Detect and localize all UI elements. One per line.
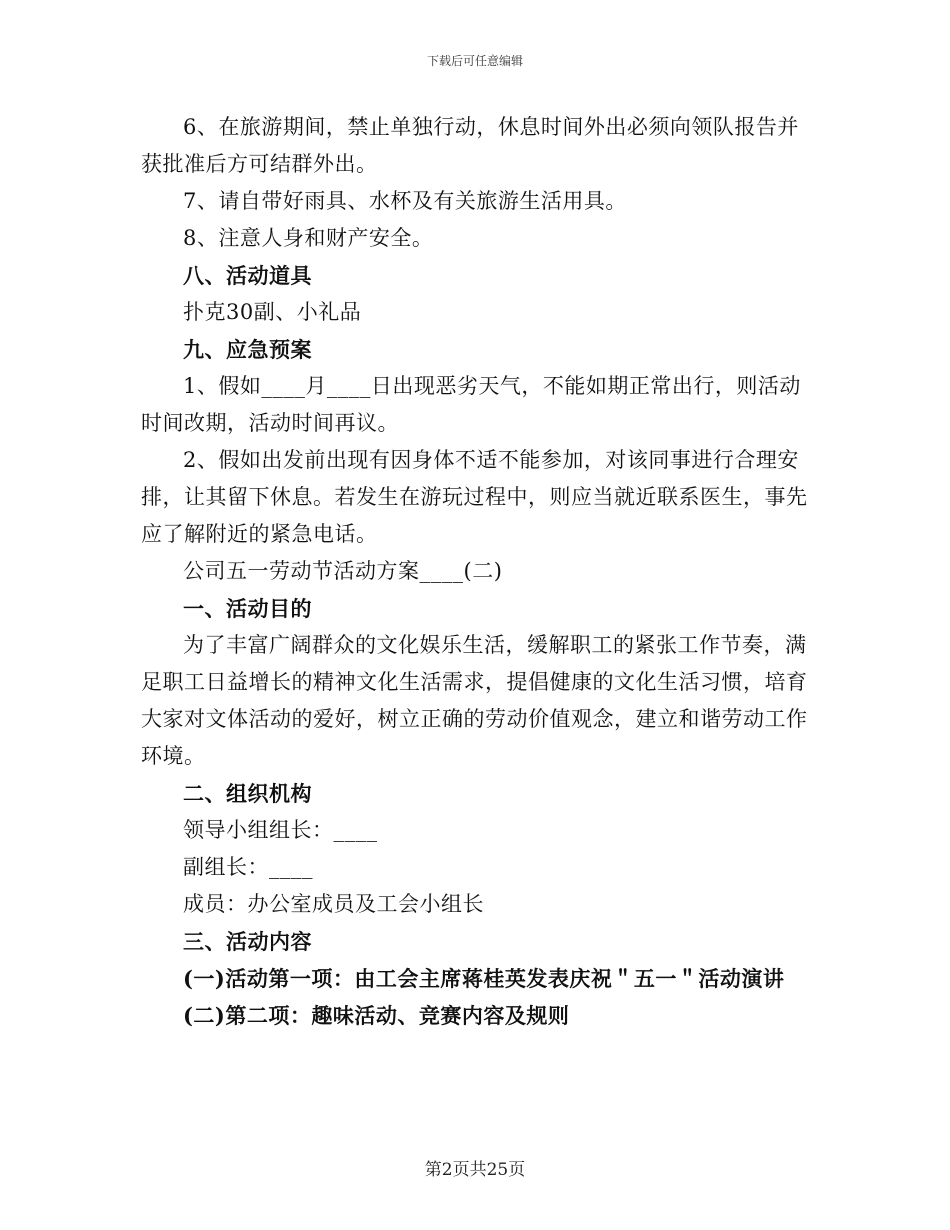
- section-title-emergency: 九、应急预案: [183, 337, 312, 362]
- document-body: [141, 109, 811, 1034]
- content-item-2: (二)第二项：趣味活动、竞赛内容及规则: [183, 1003, 570, 1028]
- section-title-content: 三、活动内容: [183, 929, 312, 954]
- list-item-7: 7、请自带好雨具、水杯及有关旅游生活用具。: [183, 189, 627, 213]
- emergency-item-1: 1、假如____月____日出现恶劣天气，不能如期正常出行，则活动时间改期，活动时间再议。: [141, 374, 801, 435]
- props-text: 扑克30副、小礼品: [183, 300, 362, 324]
- page-header: 下载后可任意编辑: [426, 54, 523, 68]
- doc-title-2: 公司五一劳动节活动方案____(二): [183, 559, 503, 583]
- page-footer: 第2页共25页: [424, 1160, 526, 1180]
- content-item-1: (一)活动第一项：由工会主席蒋桂英发表庆祝＂五一＂活动演讲: [183, 966, 785, 991]
- list-item-6: 6、在旅游期间，禁止单独行动，休息时间外出必须向领队报告并获批准后方可结群外出。: [141, 115, 799, 176]
- org-members: 成员：办公室成员及工会小组长: [183, 892, 484, 916]
- section-title-organization: 二、组织机构: [183, 781, 312, 806]
- purpose-text: 为了丰富广阔群众的文化娱乐生活，缓解职工的紧张工作节奏，满足职工日益增长的精神文化生活需求，提倡健康的文化生活习惯，培育大家对文体活动的爱好，树立正确的劳动价值观念，建立和谐劳动工作环境。: [141, 633, 808, 768]
- emergency-item-2: 2、假如出发前出现有因身体不适不能参加，对该同事进行合理安排，让其留下休息。若发生在游玩过程中，则应当就近联系医生，事先应了解附近的紧急电话。: [141, 448, 808, 546]
- list-item-8: 8、注意人身和财产安全。: [183, 226, 434, 250]
- section-title-purpose: 一、活动目的: [183, 596, 312, 621]
- org-leader: 领导小组组长：____: [183, 818, 378, 842]
- org-deputy: 副组长：____: [183, 855, 313, 879]
- section-title-props: 八、活动道具: [183, 263, 312, 288]
